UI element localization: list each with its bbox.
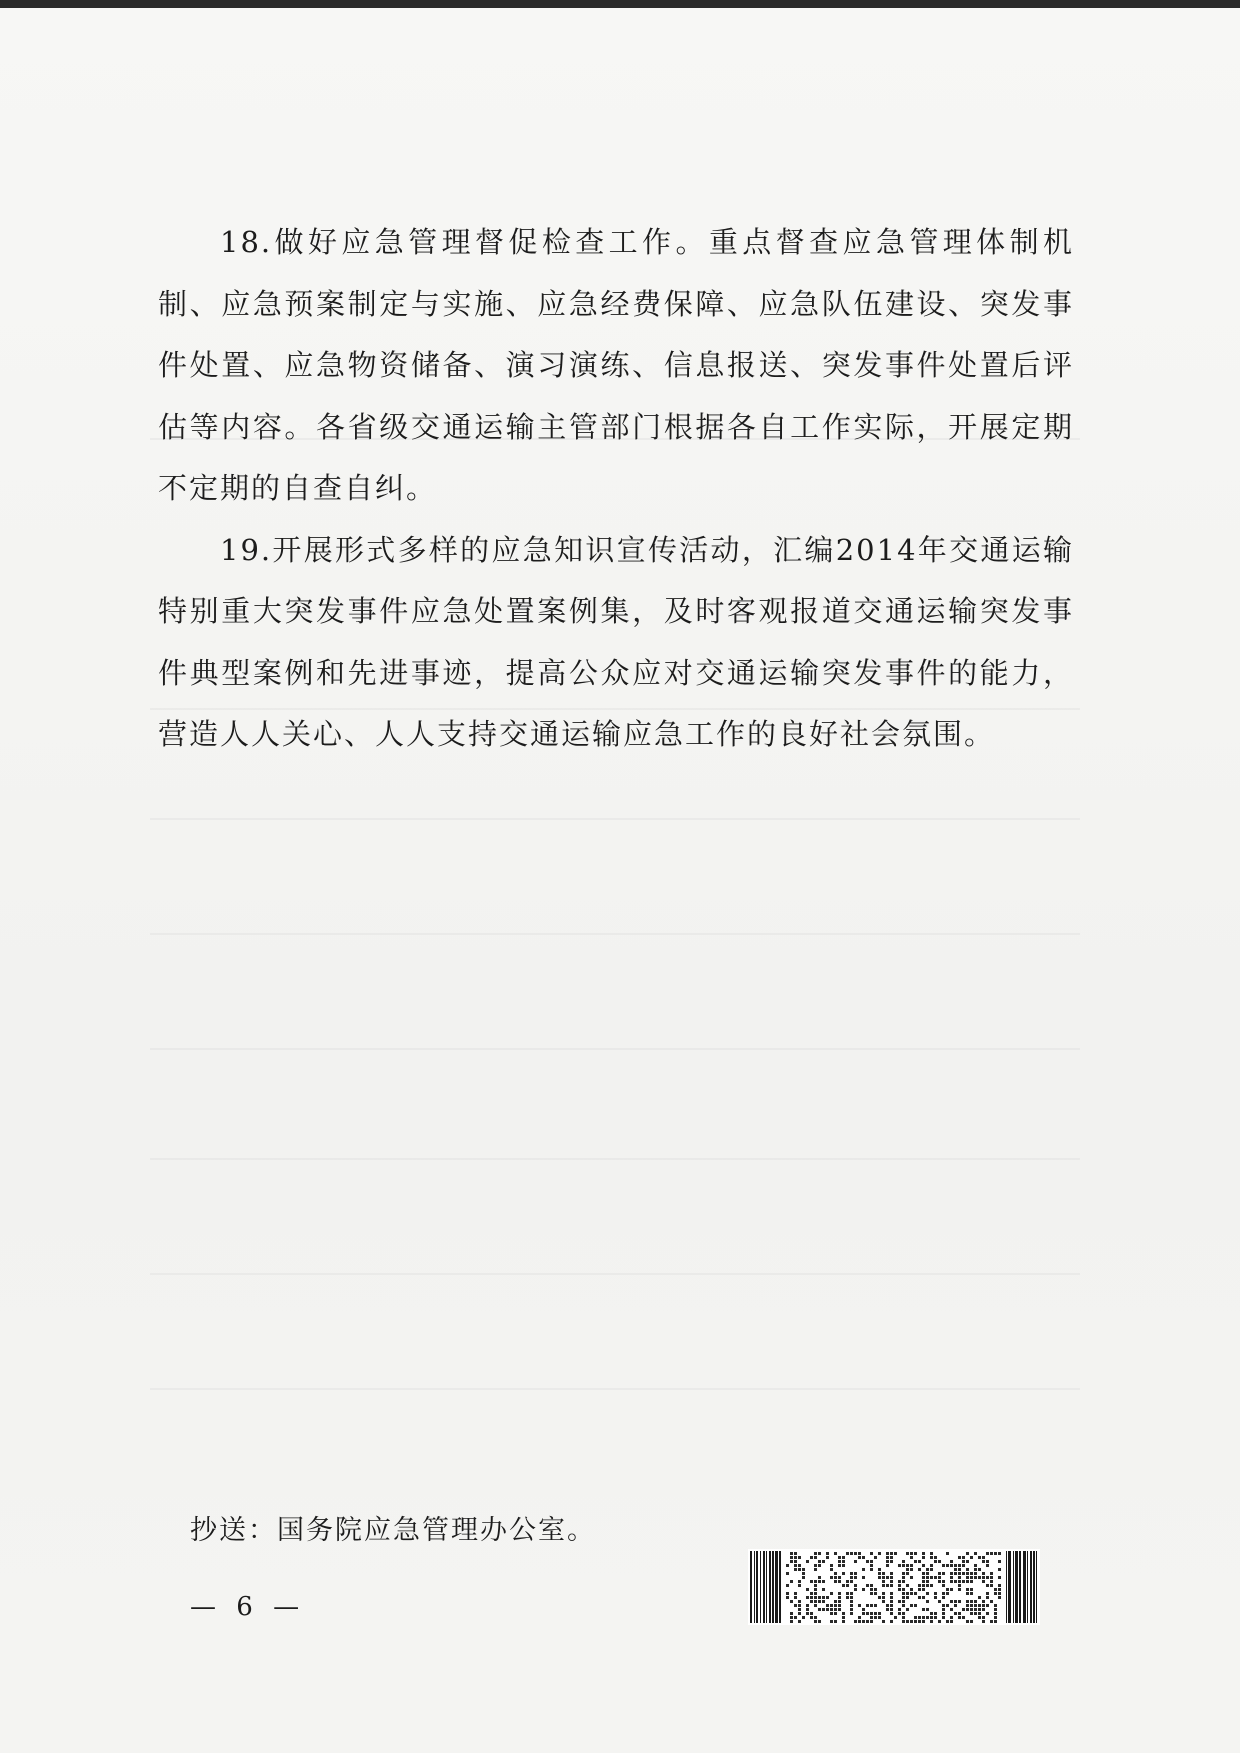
bleed-through-mark	[150, 1158, 1080, 1160]
page-number: — 6 —	[190, 1592, 306, 1622]
bleed-through-mark	[150, 1273, 1080, 1275]
scan-top-edge	[0, 0, 1240, 8]
bleed-through-mark	[150, 933, 1080, 935]
bleed-through-mark	[150, 818, 1080, 820]
barcode-icon	[748, 1549, 1040, 1625]
body-text	[158, 212, 1074, 766]
bleed-through-mark	[150, 1048, 1080, 1050]
paragraph-19: 19.开展形式多样的应急知识宣传活动，汇编2014年交通运输特别重大突发事件应急处置案例集，及时客观报道交通运输突发事件典型案例和先进事迹，提高公众应对交通运输突发事件的能力，营造人人关心、人人支持交通运输应急工作的良好社会氛围。	[158, 532, 1074, 751]
cc-line: 抄送：国务院应急管理办公室。	[190, 1515, 596, 1546]
paragraph-18: 18.做好应急管理督促检查工作。重点督查应急管理体制机制、应急预案制定与实施、应急经费保障、应急队伍建设、突发事件处置、应急物资储备、演习演练、信息报送、突发事件处置后评估等内容。各省级交通运输主管部门根据各自工作实际，开展定期不定期的自查自纠。	[158, 225, 1074, 505]
bleed-through-mark	[150, 1388, 1080, 1390]
